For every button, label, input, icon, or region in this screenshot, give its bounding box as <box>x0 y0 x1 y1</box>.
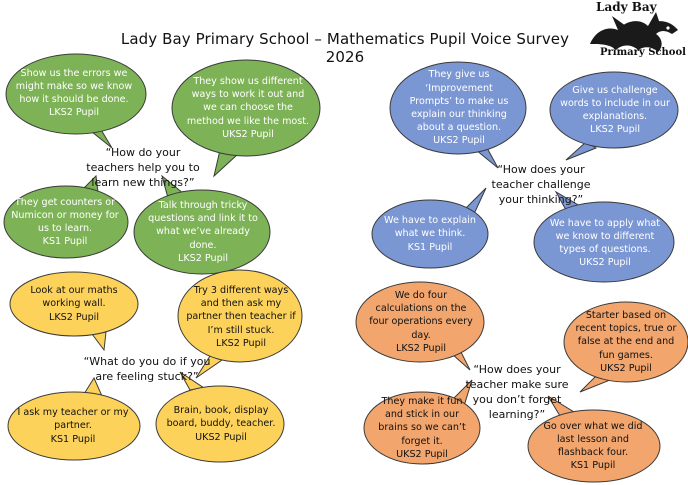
blue-bubble-1 <box>404 70 514 146</box>
bubble-quote: They give us ‘Improvement Prompts’ to make us explain our thinking about a question. <box>409 69 509 134</box>
bubble-quote: We have to apply what we know to different types of questions. <box>549 217 661 255</box>
yellow-bubble-1 <box>20 282 128 326</box>
bubble-pupil: UKS2 Pupil <box>579 257 631 269</box>
bubble-pupil: UKS2 Pupil <box>600 362 652 374</box>
orange-bubble-1 <box>366 290 476 354</box>
bubble-quote: Look at our maths working wall. <box>30 285 118 310</box>
bubble-pupil: KS1 Pupil <box>42 236 88 248</box>
green-bubble-1 <box>14 60 134 126</box>
bubble-pupil: LKS2 Pupil <box>49 311 99 323</box>
yellow-bubble-4 <box>166 400 276 448</box>
bubble-quote: I ask my teacher or my partner. <box>17 407 129 432</box>
logo-line-1: Lady Bay <box>596 0 657 14</box>
bubble-quote: We have to explain what we think. <box>384 215 476 240</box>
bubble-quote: They show us different ways to work it out and we can choose the method we like the most. <box>186 75 310 127</box>
yellow-bubble-3 <box>14 404 132 448</box>
bubble-pupil: KS1 Pupil <box>50 433 96 445</box>
question-green: “How do your teachers help you to learn new things?” <box>86 146 200 189</box>
yellow-bubble-2 <box>186 278 296 356</box>
bubble-quote: Go over what we did last lesson and flashback four. <box>543 420 643 458</box>
bubble-pupil: KS1 Pupil <box>570 460 616 472</box>
bubble-quote: They get counters or Numicon or money for us to learn. <box>11 196 119 234</box>
green-bubble-2 <box>186 70 310 146</box>
bubble-quote: Brain, book, display board, buddy, teacher. <box>166 405 276 430</box>
bubble-pupil: LKS2 Pupil <box>216 337 266 349</box>
bubble-quote: Starter based on recent topics, true or false at the end and fun games. <box>575 310 677 361</box>
bubble-pupil: LKS2 Pupil <box>396 342 446 354</box>
logo-line-2: Primary School <box>600 47 686 58</box>
page-title: Lady Bay Primary School – Mathematics Pupil Voice Survey 2026 <box>120 30 570 66</box>
bubble-pupil: UKS2 Pupil <box>433 135 485 147</box>
orange-bubble-2 <box>570 312 682 372</box>
bubble-pupil: UKS2 Pupil <box>195 431 247 443</box>
bubble-quote: Talk through tricky questions and link it to what we’ve already done. <box>148 199 258 251</box>
bubble-pupil: LKS2 Pupil <box>590 124 640 136</box>
bubble-quote: Show us the errors we might make so we know how it should be done. <box>15 67 133 105</box>
blue-bubble-3 <box>380 208 480 260</box>
orange-bubble-4 <box>538 418 648 474</box>
blue-bubble-2 <box>560 80 670 140</box>
bubble-pupil: KS1 Pupil <box>407 241 453 253</box>
bubble-quote: Try 3 different ways and then ask my partner then teacher if I’m still stuck. <box>186 284 296 336</box>
bubble-pupil: LKS2 Pupil <box>49 107 99 119</box>
bubble-quote: They make it fun and stick in our brains so we can’t forget it. <box>378 396 466 447</box>
green-bubble-4 <box>144 196 262 268</box>
bubble-quote: We do four calculations on the four operations every day. <box>369 290 473 341</box>
bubble-pupil: LKS2 Pupil <box>178 252 228 264</box>
bubble-quote: Give us challenge words to include in our explanations. <box>560 84 670 122</box>
question-blue: “How does your teacher challenge your thinking?” <box>491 163 591 206</box>
bubble-pupil: UKS2 Pupil <box>396 448 448 460</box>
question-orange: “How does your teacher make sure you don’t forget learning?” <box>465 363 569 421</box>
green-bubble-3 <box>10 192 120 252</box>
question-yellow: “What do you do if you are feeling stuck?” <box>83 355 211 383</box>
blue-bubble-4 <box>544 210 666 276</box>
bubble-pupil: UKS2 Pupil <box>222 128 274 140</box>
